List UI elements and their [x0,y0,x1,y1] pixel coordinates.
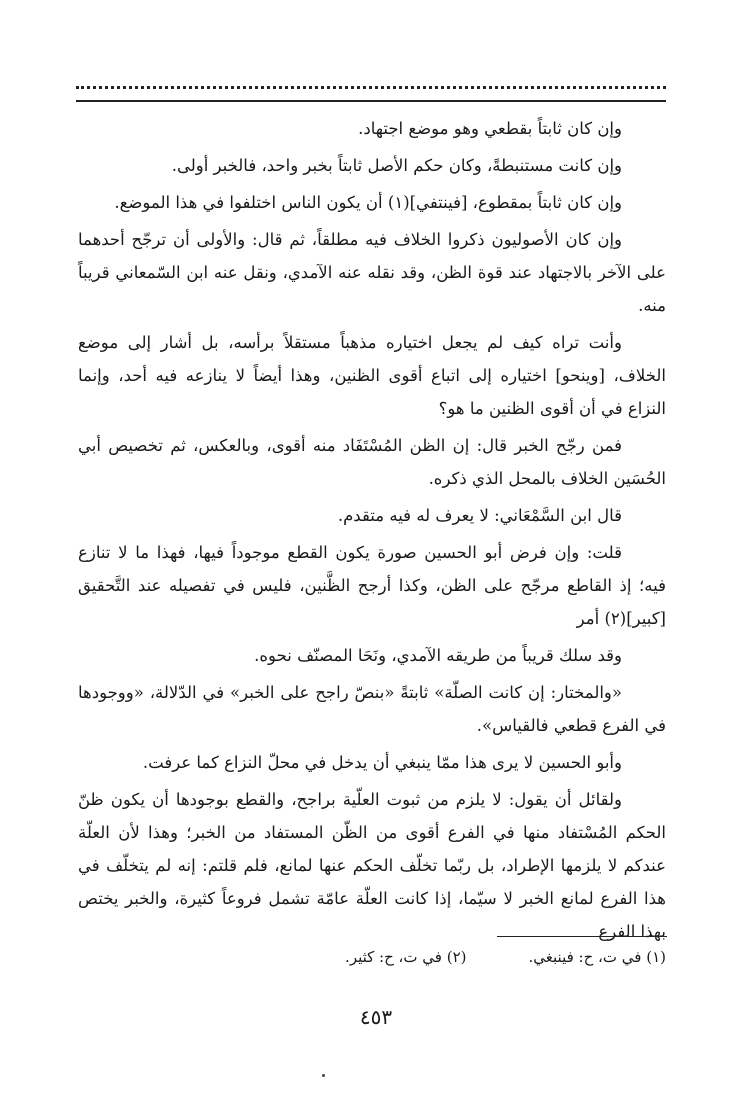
header-dotted-rule [76,86,666,89]
print-speck [322,1074,325,1077]
page-number: ٤٥٣ [359,1005,393,1029]
main-text [78,112,666,952]
paragraph: فمن رجّح الخبر قال: إن الظن المُسْتَفَاد منه أقوى، وبالعكس، ثم تخصيص أبي الحُسَين الخلاف بالمحل الذي ذكره. [78,436,666,488]
footnote-2: (٢) في ت، ح: كثير. [345,948,467,966]
footnote-separator [497,936,667,937]
paragraph: ولقائل أن يقول: لا يلزم من ثبوت العلّية براجح، والقطع بوجودها أن يكون ظنّ الحكم المُسْتفاد منها في الفرع أقوى من الظّن المستفاد من الخبر؛ وهذا لأن العلّة عندكم لا يلزمها الإطراد، بل ربّما تخلّف الحكم عنها لمانع، فلم قلتم: إنه لم يتخلّف في هذا الفرع لمانع الخبر لا سيّما، إذا كانت العلّة عامّة تشمل فروعاً كثيرة، والخبر يختص بهذا الفرع [78,790,666,941]
paragraph: وإن كان ثابتاً بقطعي وهو موضع اجتهاد. [358,119,622,138]
header-solid-rule [76,100,666,102]
paragraph: وأنت تراه كيف لم يجعل اختياره مذهباً مستقلاً برأسه، بل أشار إلى موضع الخلاف، [وينحو] اختياره إلى اتباع أقوى الظنين، وهذا أيضاً لا ينازعه فيه أحد، وإنما النزاع في أن أقوى الظنين ما هو؟ [78,333,666,418]
paragraph: وإن كان الأصوليون ذكروا الخلاف فيه مطلقاً، ثم قال: والأولى أن ترجّح أحدهما على الآخر بالاجتهاد عند قوة الظن، وقد نقله عنه الآمدي، ونقل عنه ابن السّمعاني قريباً منه. [78,230,666,315]
footnote-1: (١) في ت، ح: فينبغي. [528,948,666,966]
footnotes [180,944,666,970]
paragraph: قال ابن السَّمْعَاني: لا يعرف له فيه متقدم. [337,506,622,525]
paragraph: «والمختار: إن كانت الصلّة» ثابتةً «بنصّ راجح على الخبر» في الدّلالة، «ووجودها في الفرع قطعي فالقياس». [78,683,666,735]
paragraph: وأبو الحسين لا يرى هذا ممّا ينبغي أن يدخل في محلّ النزاع كما عرفت. [142,753,622,772]
paragraph: وإن كانت مستنبطةً، وكان حكم الأصل ثابتاً بخبر واحد، فالخبر أولى. [171,156,622,175]
paragraph: وقد سلك قريباً من طريقه الآمدي، ونَحَا المصنّف نحوه. [254,646,622,665]
paragraph: قلت: وإن فرض أبو الحسين صورة يكون القطع موجوداً فيها، فهذا ما لا تنازع فيه؛ إذ القاطع مرجّح على الظن، وكذا أرجح الظَّنين، فليس في تفصيله عند التَّحقيق [كبير](٢) أمر [78,543,666,628]
paragraph: وإن كان ثابتاً بمقطوع، [فينتفي](١) أن يكون الناس اختلفوا في هذا الموضع. [114,193,622,212]
